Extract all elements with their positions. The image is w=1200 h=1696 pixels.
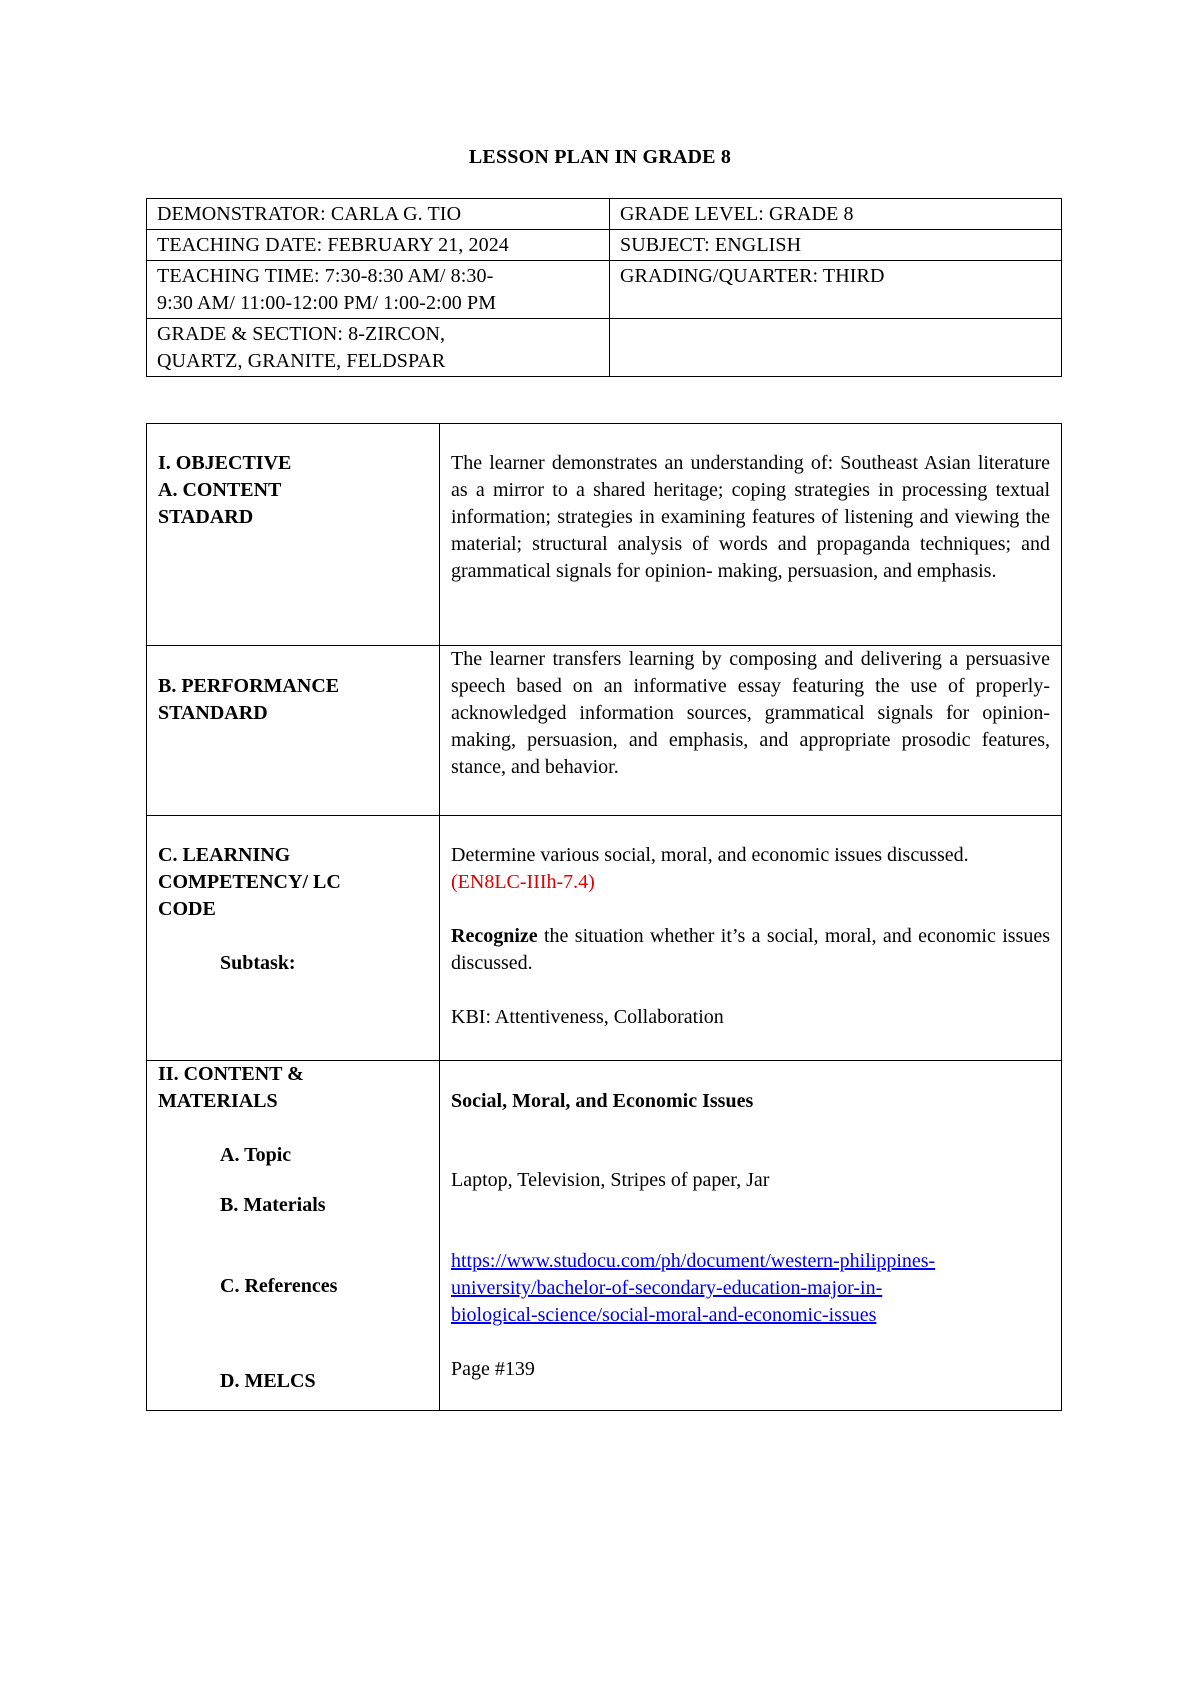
reference-link-line-2[interactable]: university/bachelor-of-secondary-education-major-in- [451, 1277, 883, 1299]
subtask-rest: the situation whether it’s a social, moral, and economic issues discussed. [451, 925, 1050, 974]
competency-label-3: CODE [158, 898, 216, 920]
competency-text: Determine various social, moral, and economic issues discussed. [451, 844, 969, 866]
subtask-label: Subtask: [220, 952, 296, 974]
grade-level-cell: GRADE LEVEL: GRADE 8 [610, 199, 1062, 230]
content-standard-label: A. CONTENT [158, 479, 282, 501]
info-table [146, 198, 1062, 377]
empty-cell [610, 319, 1062, 377]
materials-value: Laptop, Television, Stripes of paper, Jar [451, 1169, 770, 1191]
content-heading: II. CONTENT & [158, 1063, 304, 1085]
teaching-date-cell: TEACHING DATE: FEBRUARY 21, 2024 [147, 230, 610, 261]
topic-label: A. Topic [220, 1144, 292, 1166]
performance-standard-label: B. PERFORMANCE [158, 675, 340, 697]
reference-link-line-1[interactable]: https://www.studocu.com/ph/document/western-philippines- [451, 1250, 936, 1272]
reference-link[interactable] [451, 1248, 1050, 1329]
competency-cell [440, 816, 1062, 1061]
performance-standard-label-2: STANDARD [158, 702, 268, 724]
content-heading-2: MATERIALS [158, 1090, 278, 1112]
reference-link-line-3[interactable]: biological-science/social-moral-and-economic-issues [451, 1304, 877, 1326]
teaching-time-line-2: 9:30 AM/ 11:00-12:00 PM/ 1:00-2:00 PM [157, 292, 497, 314]
grade-section-cell [147, 319, 610, 377]
grade-section-line-2: QUARTZ, GRANITE, FELDSPAR [157, 350, 446, 372]
lc-code: (EN8LC-IIIh-7.4) [451, 871, 595, 893]
demonstrator-cell: DEMONSTRATOR: CARLA G. TIO [147, 199, 610, 230]
subtask-text [451, 923, 1050, 977]
lesson-plan-table [146, 423, 1062, 1411]
melcs-value: Page #139 [451, 1358, 535, 1380]
content-standard-text: The learner demonstrates an understanding of: Southeast Asian literature as a mirror to a shared heritage; coping strategies in processing textual information; strategies in examining features of listening and viewing the material; structural analysis of words and propaganda techniques; and grammatical signals for opinion- making, persuasion, and emphasis. [451, 452, 1050, 582]
performance-standard-cell [440, 646, 1062, 816]
objective-heading: I. OBJECTIVE [158, 452, 292, 474]
objective-label-cell [147, 424, 440, 646]
topic-value: Social, Moral, and Economic Issues [451, 1090, 754, 1112]
competency-label: C. LEARNING [158, 844, 291, 866]
content-standard-cell [440, 424, 1062, 646]
grading-quarter-cell: GRADING/QUARTER: THIRD [610, 261, 1062, 319]
kbi-text: KBI: Attentiveness, Collaboration [451, 1006, 724, 1028]
teaching-time-line-1: TEACHING TIME: 7:30-8:30 AM/ 8:30- [157, 265, 494, 287]
page-title: LESSON PLAN IN GRADE 8 [468, 146, 732, 168]
competency-label-2: COMPETENCY/ LC [158, 871, 341, 893]
subtask-bold: Recognize [451, 925, 538, 947]
competency-label-cell [147, 816, 440, 1061]
performance-label-cell [147, 646, 440, 816]
materials-label: B. Materials [220, 1194, 326, 1216]
teaching-time-cell [147, 261, 610, 319]
grade-section-line-1: GRADE & SECTION: 8-ZIRCON, [157, 323, 446, 345]
performance-standard-text: The learner transfers learning by composing and delivering a persuasive speech based on an informative essay featuring the use of properly-acknowledged information sources, grammatical signals for opinion-making, persuasion, and emphasis, and appropriate prosodic features, stance, and behavior. [451, 648, 1050, 778]
melcs-label: D. MELCS [220, 1370, 316, 1392]
references-label: C. References [220, 1275, 338, 1297]
content-materials-cell [440, 1061, 1062, 1411]
content-materials-label-cell [147, 1061, 440, 1411]
subject-cell: SUBJECT: ENGLISH [610, 230, 1062, 261]
content-standard-label-2: STADARD [158, 506, 254, 528]
